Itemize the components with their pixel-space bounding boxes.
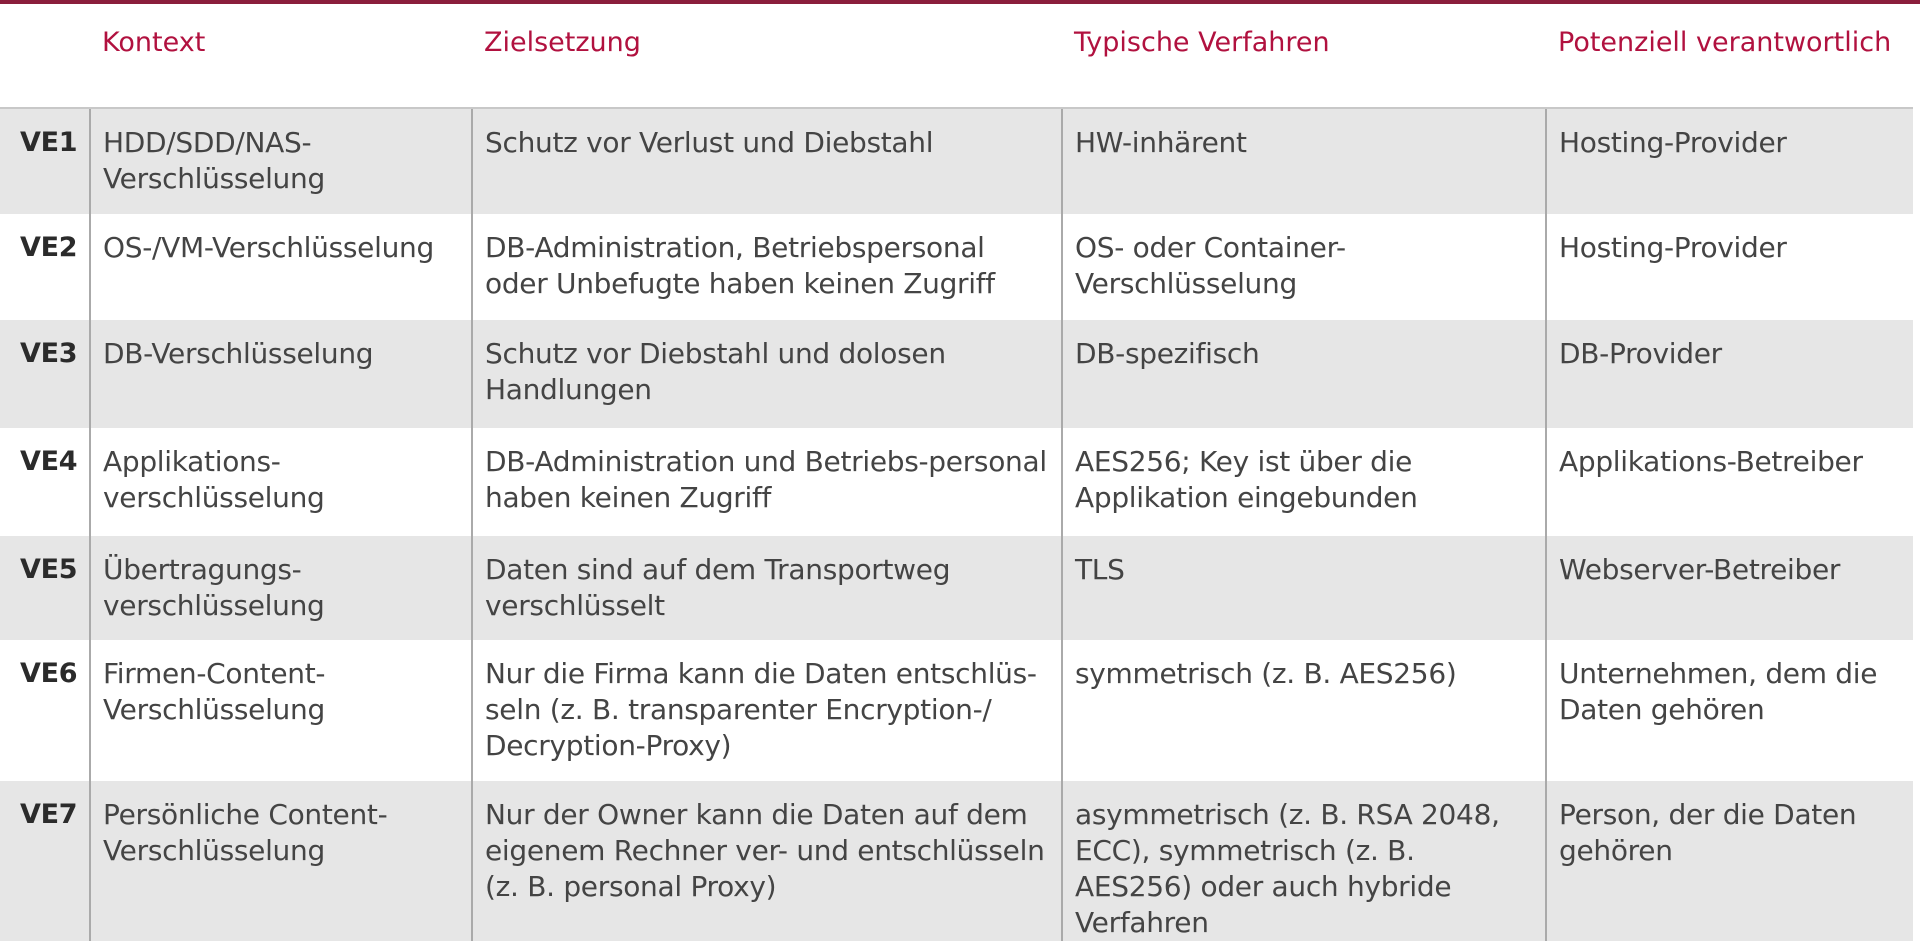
row-verfahren: symmetrisch (z. B. AES256) <box>1062 640 1546 781</box>
table-row <box>0 108 1913 214</box>
row-kontext: HDD/SDD/NAS-Verschlüsselung <box>90 108 472 214</box>
row-verfahren: OS- oder Container-Verschlüsselung <box>1062 214 1546 320</box>
encryption-table <box>0 8 1913 941</box>
row-kontext: DB-Verschlüsselung <box>90 320 472 428</box>
table-row <box>0 320 1913 428</box>
table-header <box>0 8 1913 108</box>
row-id: VE5 <box>0 536 90 640</box>
row-zielsetzung: DB-Administration und Betriebs-personal haben keinen Zugriff <box>472 428 1062 536</box>
row-verfahren: asymmetrisch (z. B. RSA 2048, ECC), symmetrisch (z. B. AES256) oder auch hybride Verfahren <box>1062 781 1546 941</box>
table-row <box>0 214 1913 320</box>
row-verantwortlich: Hosting-Provider <box>1546 214 1913 320</box>
header-verfahren: Typische Verfahren <box>1062 8 1546 108</box>
row-verantwortlich: Person, der die Daten gehören <box>1546 781 1913 941</box>
row-verantwortlich: Applikations-Betreiber <box>1546 428 1913 536</box>
row-kontext: Persönliche Content-Verschlüsselung <box>90 781 472 941</box>
row-id: VE6 <box>20 658 78 689</box>
row-verfahren: AES256; Key ist über die Applikation eingebunden <box>1062 428 1546 536</box>
table-row <box>0 781 1913 941</box>
row-id: VE1 <box>0 108 90 214</box>
header-kontext: Kontext <box>90 8 472 108</box>
row-verfahren: HW-inhärent <box>1062 108 1546 214</box>
row-id: VE4 <box>20 446 78 477</box>
row-id: VE2 <box>20 232 78 263</box>
row-zielsetzung: Schutz vor Diebstahl und dolosen Handlungen <box>472 320 1062 428</box>
row-zielsetzung: Daten sind auf dem Transportweg verschlüsselt <box>472 536 1062 640</box>
row-verantwortlich: Webserver-Betreiber <box>1546 536 1913 640</box>
header-zielsetzung: Zielsetzung <box>472 8 1062 108</box>
row-verantwortlich: Hosting-Provider <box>1546 108 1913 214</box>
row-zielsetzung: Nur der Owner kann die Daten auf dem eigenem Rechner ver- und entschlüsseln (z. B. personal Proxy) <box>472 781 1062 941</box>
row-kontext: Übertragungs-verschlüsselung <box>90 536 472 640</box>
row-zielsetzung: Nur die Firma kann die Daten entschlüs-seln (z. B. transparenter Encryption-/ Decryption-Proxy) <box>472 640 1062 781</box>
row-verfahren: TLS <box>1062 536 1546 640</box>
row-verantwortlich: DB-Provider <box>1546 320 1913 428</box>
row-kontext: Firmen-Content-Verschlüsselung <box>90 640 472 781</box>
header-id <box>0 8 90 108</box>
table-row <box>0 428 1913 536</box>
row-kontext: Applikations-verschlüsselung <box>90 428 472 536</box>
row-id: VE7 <box>0 781 90 941</box>
row-verfahren: DB-spezifisch <box>1062 320 1546 428</box>
header-verantwortlich: Potenziell verantwortlich <box>1546 8 1913 108</box>
row-kontext: OS-/VM-Verschlüsselung <box>90 214 472 320</box>
row-verantwortlich: Unternehmen, dem die Daten gehören <box>1546 640 1913 781</box>
row-id: VE3 <box>0 320 90 428</box>
row-zielsetzung: DB-Administration, Betriebspersonal oder Unbefugte haben keinen Zugriff <box>472 214 1062 320</box>
row-zielsetzung: Schutz vor Verlust und Diebstahl <box>472 108 1062 214</box>
top-rule <box>0 0 1920 4</box>
table-row <box>0 640 1913 781</box>
table-row <box>0 536 1913 640</box>
